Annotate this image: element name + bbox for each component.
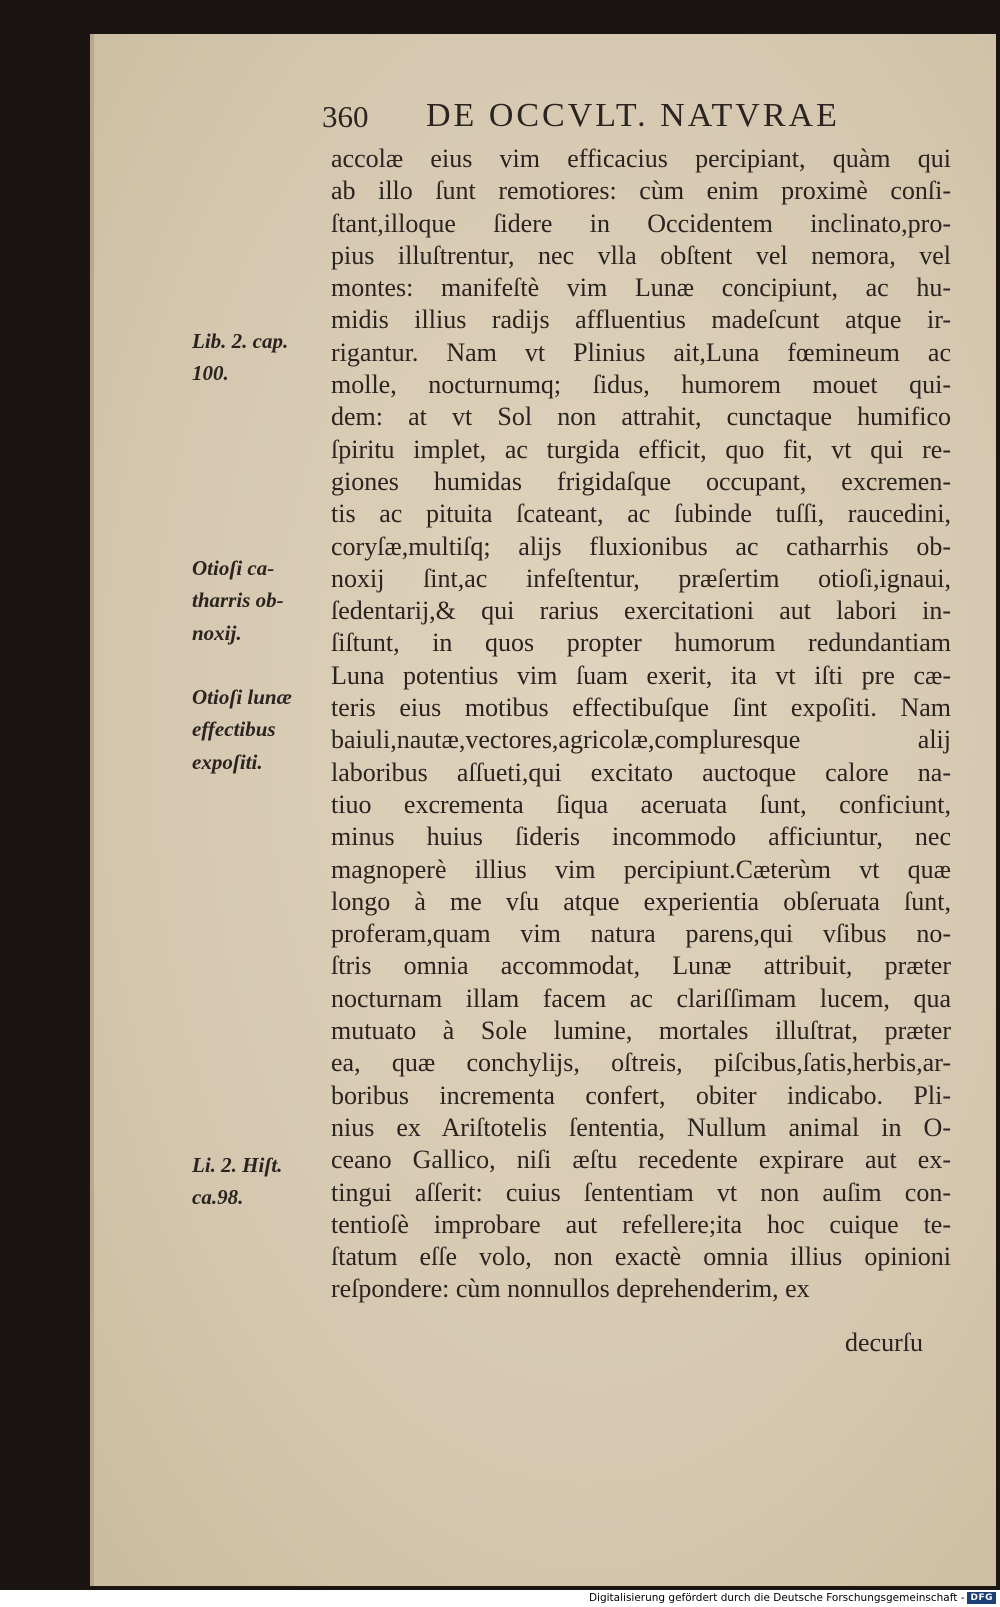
text-line: tingui aſſerit: cuius ſententiam vt non auſim con-: [331, 1177, 951, 1207]
text-line: tentioſè improbare aut refellere;ita hoc cuique te-: [331, 1209, 951, 1239]
text-line: noxij ſint,ac infeſtentur, præſertim otioſi,ignaui,: [331, 563, 951, 593]
text-line: coryſæ,multiſq; alijs fluxionibus ac catharrhis ob-: [331, 531, 951, 561]
margin-note-otiosi-catharris: [192, 552, 327, 649]
margin-note-line: expoſiti.: [192, 749, 263, 774]
margin-note-line: tharris ob-: [192, 588, 284, 613]
margin-note-lib-2-cap-100: [192, 325, 327, 390]
text-line: giones humidas frigidaſque occupant, excremen-: [331, 466, 951, 496]
text-line: nius ex Ariſtotelis ſententia, Nullum animal in O-: [331, 1112, 951, 1142]
text-line: ſtatum eſſe volo, non exactè omnia illius opinioni: [331, 1242, 951, 1272]
text-line: ſpiritu implet, ac turgida efficit, quo fit, vt qui re-: [331, 434, 951, 464]
main-text-block: [331, 143, 951, 1306]
page-header: [322, 97, 882, 141]
margin-note-line: ca.98.: [192, 1185, 244, 1210]
text-line: tis ac pituita ſcateant, ac ſubinde tuſſi, raucedini,: [331, 499, 951, 529]
text-line: boribus incrementa confert, obiter indicabo. Pli-: [331, 1080, 951, 1110]
margin-note-line: 100.: [192, 361, 229, 386]
text-line: ſtris omnia accommodat, Lunæ attribuit, præter: [331, 951, 951, 981]
text-line: ſiſtunt, in quos propter humorum redundantiam: [331, 628, 951, 658]
margin-note-line: Lib. 2. cap.: [192, 329, 289, 353]
margin-note-line: noxij.: [192, 620, 242, 645]
running-title: DE OCCVLT. NATVRAE: [426, 97, 840, 134]
text-line: ſedentarij,& qui rarius exercitationi aut labori in-: [331, 596, 951, 626]
text-line: magnoperè illius vim percipiunt.Cæterùm vt quæ: [331, 854, 951, 884]
text-line: mutuato à Sole lumine, mortales illuſtrat, præter: [331, 1016, 951, 1046]
text-line: ab illo ſunt remotiores: cùm enim proximè conſi-: [331, 176, 951, 206]
footer-credit-text: Digitalisierung gefördert durch die Deutsche Forschungsgemeinschaft -: [588, 1591, 965, 1604]
text-line: ea, quæ conchylijs, oſtreis, piſcibus,ſatis,herbis,ar-: [331, 1048, 951, 1078]
text-line: dem: at vt Sol non attrahit, cunctaque humifico: [331, 402, 951, 432]
margin-note-li-2-hist: [192, 1149, 327, 1214]
text-line: minus huius ſideris incommodo afficiuntur, nec: [331, 822, 951, 852]
text-line: Luna potentius vim ſuam exerit, ita vt iſti pre cæ-: [331, 660, 951, 690]
margin-note-otiosi-lunae: [192, 681, 327, 778]
page-edge: [90, 34, 94, 1586]
text-line: baiuli,nautæ,vectores,agricolæ,compluresque alij: [331, 725, 951, 755]
text-line: pius illuſtrentur, nec vlla obſtent vel nemora, vel: [331, 240, 951, 270]
footer-credit: [589, 1590, 996, 1605]
text-line: proferam,quam vim natura parens,qui vſibus no-: [331, 919, 951, 949]
text-line: accolæ eius vim efficacius percipiant, quàm qui: [331, 144, 951, 173]
margin-note-line: Li. 2. Hiſt.: [192, 1153, 283, 1177]
text-line: molle, nocturnumq; ſidus, humorem mouet qui-: [331, 370, 951, 400]
text-line: tiuo excrementa ſiqua aceruata ſunt, conficiunt,: [331, 789, 951, 819]
margin-note-line: effectibus: [192, 717, 276, 742]
text-line: rigantur. Nam vt Plinius ait,Luna fœmineum ac: [331, 337, 951, 367]
text-line: nocturnam illam facem ac clariſſimam lucem, qua: [331, 983, 951, 1013]
text-line: ceano Gallico, niſi æſtu recedente expirare aut ex-: [331, 1145, 951, 1175]
text-line: reſpondere: cùm nonnullos deprehenderim, ex: [331, 1274, 810, 1304]
margin-note-line: Otioſi ca-: [192, 556, 275, 580]
dfg-logo: DFG: [967, 1592, 996, 1604]
page-number: 360: [322, 99, 369, 134]
text-line: ſtant,illoque ſidere in Occidentem inclinato,pro-: [331, 208, 951, 238]
text-line: montes: manifeſtè vim Lunæ concipiunt, ac hu-: [331, 273, 951, 303]
margin-note-line: Otioſi lunæ: [192, 685, 292, 709]
catchword: decurſu: [845, 1328, 923, 1357]
text-line: longo à me vſu atque experientia obſeruata ſunt,: [331, 886, 951, 916]
text-line: laboribus aſſueti,qui excitato auctoque calore na-: [331, 757, 951, 787]
text-line: teris eius motibus effectibuſque ſint expoſiti. Nam: [331, 693, 951, 723]
text-line: midis illius radijs affluentius madeſcunt atque ir-: [331, 305, 951, 335]
